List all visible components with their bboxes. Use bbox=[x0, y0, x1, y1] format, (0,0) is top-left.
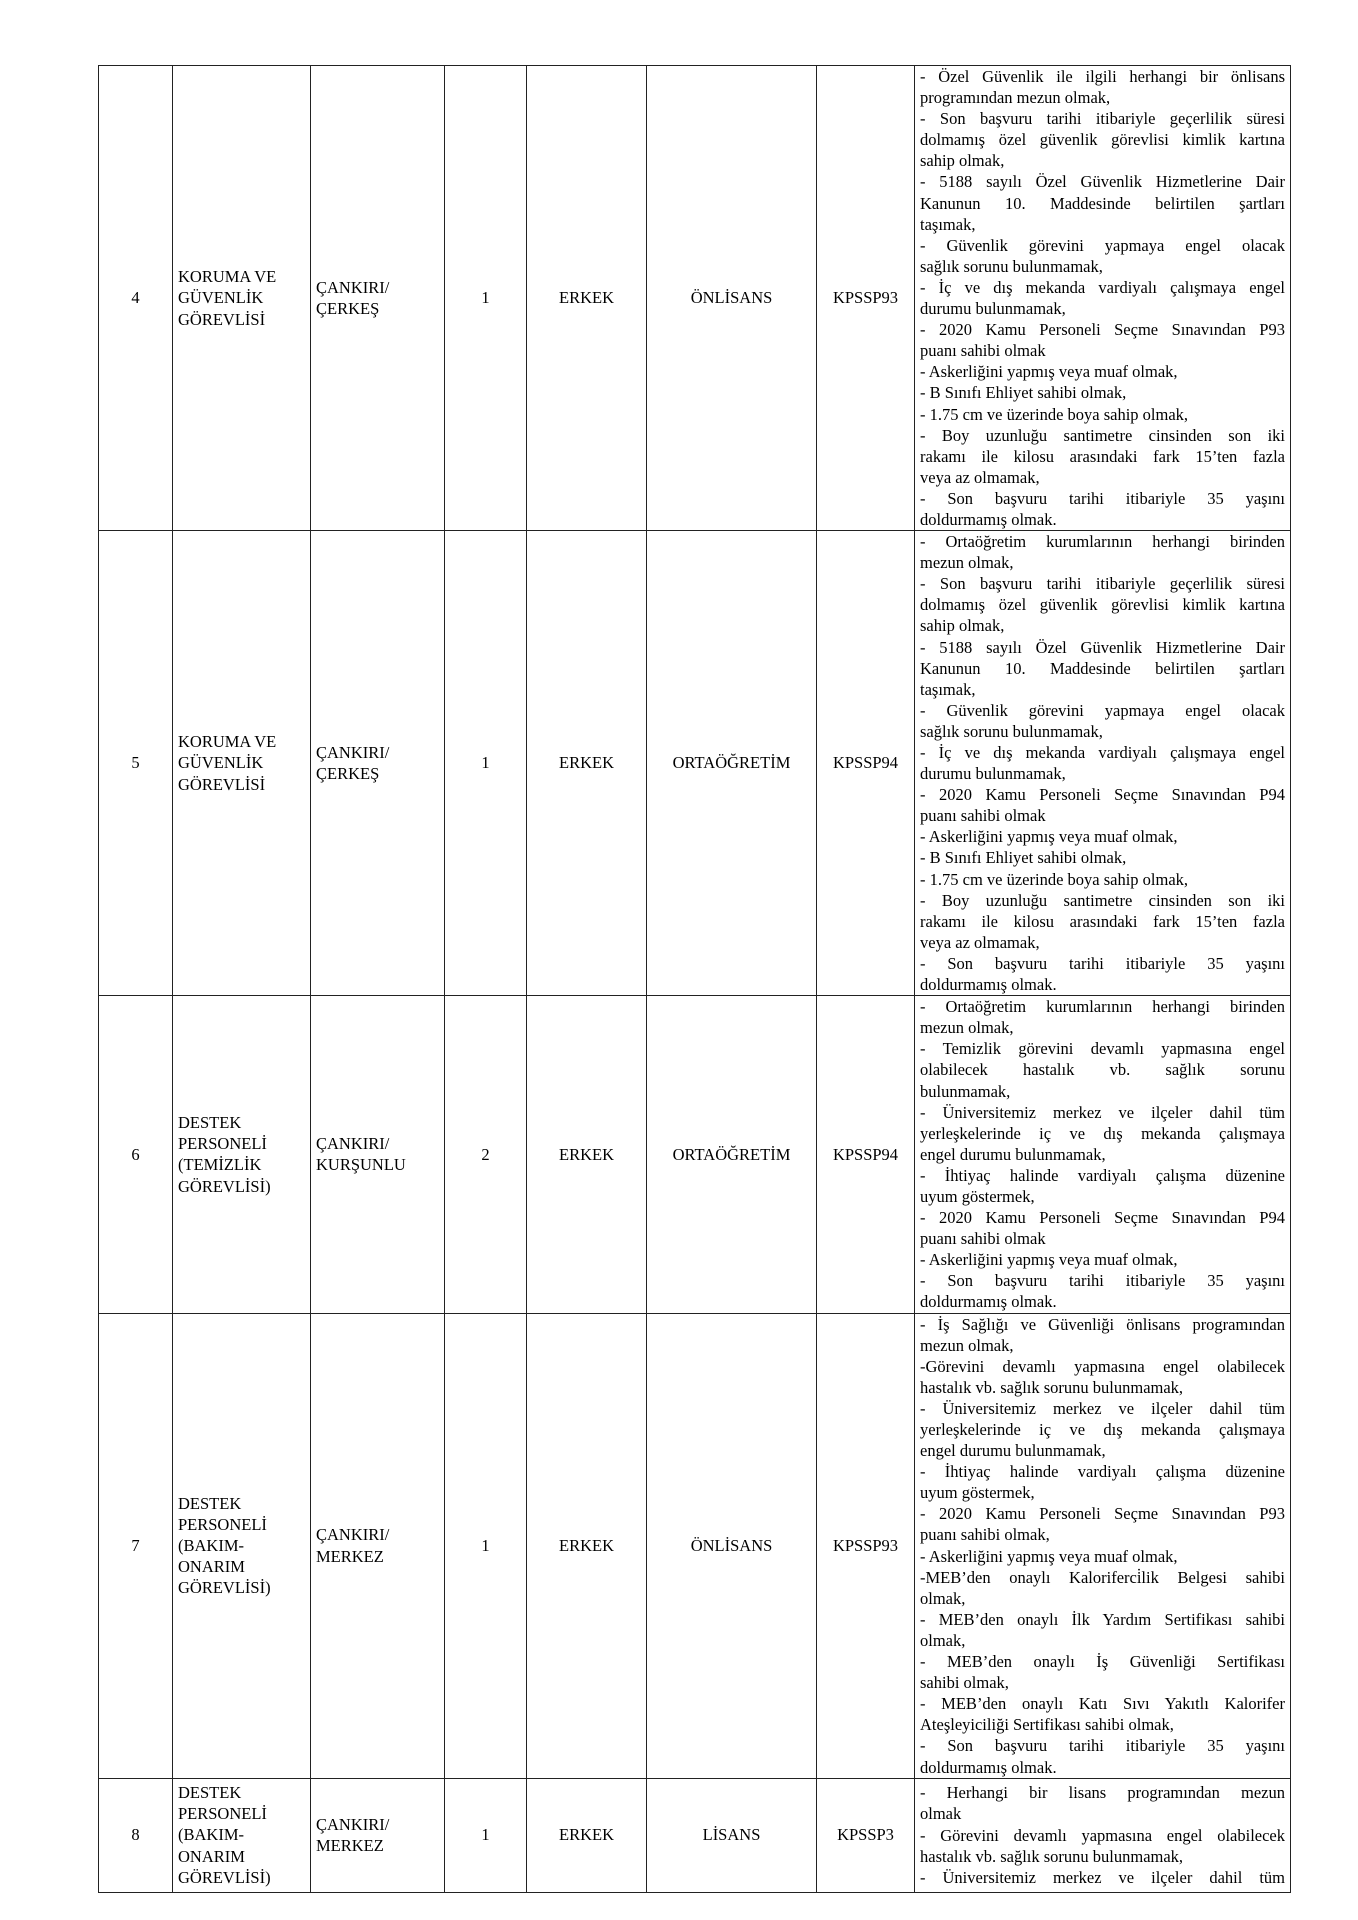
requirement-line: veya az olmamak, bbox=[920, 932, 1040, 952]
position-count bbox=[445, 996, 527, 1313]
requirement-line: - Üniversitemiz merkez ve ilçeler dahil tüm bbox=[920, 1102, 1285, 1122]
kpss-score-type bbox=[817, 996, 915, 1313]
requirements bbox=[915, 531, 1291, 996]
requirement-line: olmak bbox=[920, 1804, 962, 1824]
requirement-line: - B Sınıfı Ehliyet sahibi olmak, bbox=[920, 848, 1127, 868]
position-title-line: PERSONELİ bbox=[178, 1514, 267, 1534]
position-title-line: KORUMA VE bbox=[178, 732, 277, 752]
requirement-line: doldurmamış olmak. bbox=[920, 1757, 1057, 1777]
location-line: ÇERKEŞ bbox=[316, 299, 380, 319]
position-title bbox=[173, 996, 311, 1313]
location-line: ÇANKIRI/ bbox=[316, 1134, 390, 1154]
position-count-text: 1 bbox=[481, 1825, 490, 1845]
requirement-line: - 5188 sayılı Özel Güvenlik Hizmetlerine Dair bbox=[920, 172, 1285, 192]
requirement-line: - Son başvuru tarihi itibariyle 35 yaşını bbox=[920, 953, 1285, 973]
requirement-line: - İş Sağlığı ve Güvenliği önlisans programından bbox=[920, 1314, 1285, 1334]
requirement-line: sahibi olmak, bbox=[920, 1673, 1009, 1693]
row-number bbox=[99, 1778, 173, 1892]
location bbox=[311, 1313, 445, 1778]
education-text: ORTAÖĞRETİM bbox=[672, 753, 791, 773]
requirement-line: Ateşleyiciliği Sertifikası sahibi olmak, bbox=[920, 1715, 1174, 1735]
education-level bbox=[647, 1313, 817, 1778]
requirements bbox=[915, 996, 1291, 1313]
position-title-line: PERSONELİ bbox=[178, 1134, 267, 1154]
table-row bbox=[99, 531, 1291, 996]
requirement-line: - İç ve dış mekanda vardiyalı çalışmaya engel bbox=[920, 743, 1285, 762]
requirement-line: mezun olmak, bbox=[920, 1018, 1014, 1038]
requirement-line: - MEB’den onaylı Katı Sıvı Yakıtlı Kalorifer bbox=[920, 1694, 1285, 1714]
gender-text: ERKEK bbox=[559, 1535, 614, 1555]
requirement-line: - Ortaöğretim kurumlarının herhangi birinden bbox=[920, 997, 1285, 1017]
requirement-line: - B Sınıfı Ehliyet sahibi olmak, bbox=[920, 383, 1127, 403]
position-title-line: PERSONELİ bbox=[178, 1804, 267, 1824]
requirement-line: - Boy uzunluğu santimetre cinsinden son iki bbox=[920, 425, 1285, 445]
requirement-line: programından mezun olmak, bbox=[920, 88, 1111, 108]
requirement-line: - Askerliğini yapmış veya muaf olmak, bbox=[920, 1250, 1178, 1270]
requirements bbox=[915, 1778, 1291, 1892]
row-number bbox=[99, 1313, 173, 1778]
position-title-line: GÜVENLİK bbox=[178, 753, 264, 773]
row-number-text: 6 bbox=[131, 1144, 140, 1164]
requirement-line: - Ortaöğretim kurumlarının herhangi birinden bbox=[920, 532, 1285, 552]
requirement-line: puanı sahibi olmak bbox=[920, 806, 1046, 826]
requirements bbox=[915, 66, 1291, 531]
location-line: ÇANKIRI/ bbox=[316, 1814, 390, 1834]
location-line: ÇANKIRI/ bbox=[316, 742, 390, 762]
position-title-line: GÜVENLİK bbox=[178, 288, 264, 308]
education-level bbox=[647, 1778, 817, 1892]
location bbox=[311, 531, 445, 996]
requirement-line: yerleşkelerinde iç ve dış mekanda çalışmaya bbox=[920, 1420, 1285, 1439]
row-number-text: 4 bbox=[131, 288, 140, 308]
requirement-line: engel durumu bulunmamak, bbox=[920, 1144, 1106, 1164]
kpss-text: KPSSP94 bbox=[832, 753, 899, 773]
kpss-text: KPSSP94 bbox=[832, 1144, 899, 1164]
table-row bbox=[99, 66, 1291, 531]
location-line: MERKEZ bbox=[316, 1546, 384, 1566]
row-number-text: 7 bbox=[131, 1535, 140, 1555]
requirement-line: - Özel Güvenlik ile ilgili herhangi bir önlisans bbox=[920, 67, 1285, 86]
location bbox=[311, 996, 445, 1313]
position-title-line: DESTEK bbox=[178, 1493, 242, 1513]
requirement-line: - Herhangi bir lisans programından mezun bbox=[920, 1783, 1285, 1803]
requirement-line: - MEB’den onaylı İş Güvenliği Sertifikası bbox=[920, 1652, 1285, 1672]
gender bbox=[527, 1778, 647, 1892]
row-number-text: 5 bbox=[131, 753, 140, 773]
location-line: ÇANKIRI/ bbox=[316, 277, 390, 297]
education-level bbox=[647, 531, 817, 996]
requirement-line: -MEB’den onaylı Kaloriferci̇lik Belgesi sahibi bbox=[920, 1567, 1285, 1587]
requirement-line: durumu bulunmamak, bbox=[920, 764, 1066, 784]
position-count-text: 1 bbox=[481, 753, 490, 773]
location bbox=[311, 1778, 445, 1892]
requirement-line: doldurmamış olmak. bbox=[920, 509, 1057, 529]
requirement-line: - Görevini devamlı yapmasına engel olabilecek bbox=[920, 1825, 1285, 1845]
position-title-line: GÖREVLİSİ) bbox=[178, 1867, 271, 1887]
requirement-line: doldurmamış olmak. bbox=[920, 1292, 1057, 1312]
requirement-line: taşımak, bbox=[920, 214, 976, 234]
position-title-line: (BAKIM- bbox=[178, 1535, 244, 1555]
row-number-text: 8 bbox=[131, 1825, 140, 1845]
position-title-line: KORUMA VE bbox=[178, 267, 277, 287]
gender-text: ERKEK bbox=[559, 753, 614, 773]
position-count-text: 2 bbox=[481, 1144, 490, 1164]
position-title-line: GÖREVLİSİ) bbox=[178, 1578, 271, 1598]
position-count bbox=[445, 1778, 527, 1892]
requirement-line: - İhtiyaç halinde vardiyalı çalışma düzenine bbox=[920, 1462, 1285, 1482]
kpss-text: KPSSP93 bbox=[832, 1535, 899, 1555]
requirement-line: - 1.75 cm ve üzerinde boya sahip olmak, bbox=[920, 404, 1189, 424]
position-title-line: DESTEK bbox=[178, 1112, 242, 1132]
table-row bbox=[99, 1778, 1291, 1892]
gender bbox=[527, 531, 647, 996]
requirement-line: olabilecek hastalık vb. sağlık sorunu bbox=[920, 1060, 1285, 1080]
position-title-line: (BAKIM- bbox=[178, 1825, 244, 1845]
requirement-line: mezun olmak, bbox=[920, 1335, 1014, 1355]
position-count bbox=[445, 1313, 527, 1778]
requirement-line: - Güvenlik görevini yapmaya engel olacak bbox=[920, 235, 1285, 255]
gender bbox=[527, 1313, 647, 1778]
requirement-line: - Askerliğini yapmış veya muaf olmak, bbox=[920, 362, 1178, 382]
requirement-line: hastalık vb. sağlık sorunu bulunmamak, bbox=[920, 1377, 1184, 1397]
requirement-line: - Temizlik görevini devamlı yapmasına engel bbox=[920, 1039, 1285, 1059]
gender-text: ERKEK bbox=[559, 288, 614, 308]
requirement-line: - 2020 Kamu Personeli Seçme Sınavından P93 bbox=[920, 1504, 1285, 1524]
position-title-line: ONARIM bbox=[178, 1557, 245, 1577]
position-count bbox=[445, 66, 527, 531]
requirement-line: uyum göstermek, bbox=[920, 1186, 1035, 1206]
requirement-line: durumu bulunmamak, bbox=[920, 299, 1066, 319]
table-row bbox=[99, 1313, 1291, 1778]
education-text: ÖNLİSANS bbox=[690, 288, 773, 308]
kpss-score-type bbox=[817, 531, 915, 996]
requirement-line: - Üniversitemiz merkez ve ilçeler dahil tüm bbox=[920, 1398, 1285, 1418]
requirement-line: doldurmamış olmak. bbox=[920, 975, 1057, 995]
requirement-line: - 2020 Kamu Personeli Seçme Sınavından P94 bbox=[920, 1208, 1285, 1228]
row-number bbox=[99, 531, 173, 996]
requirement-line: olmak, bbox=[920, 1588, 966, 1608]
requirement-line: - Üniversitemiz merkez ve ilçeler dahil tüm bbox=[920, 1867, 1285, 1887]
requirement-line: rakamı ile kilosu arasındaki fark 15’ten fazla bbox=[920, 911, 1285, 931]
requirement-line: mezun olmak, bbox=[920, 553, 1014, 573]
position-title-line: GÖREVLİSİ bbox=[178, 774, 266, 794]
position-title bbox=[173, 531, 311, 996]
position-title bbox=[173, 1778, 311, 1892]
requirement-line: puanı sahibi olmak bbox=[920, 1229, 1046, 1249]
education-level bbox=[647, 996, 817, 1313]
kpss-text: KPSSP93 bbox=[832, 288, 899, 308]
education-text: ÖNLİSANS bbox=[690, 1535, 773, 1555]
position-title-line: DESTEK bbox=[178, 1783, 242, 1803]
job-positions-table bbox=[98, 65, 1291, 1893]
requirement-line: - İç ve dış mekanda vardiyalı çalışmaya engel bbox=[920, 277, 1285, 297]
requirement-line: - Boy uzunluğu santimetre cinsinden son iki bbox=[920, 890, 1285, 910]
requirement-line: - Son başvuru tarihi itibariyle 35 yaşını bbox=[920, 1736, 1285, 1756]
requirement-line: rakamı ile kilosu arasındaki fark 15’ten fazla bbox=[920, 446, 1285, 466]
education-level bbox=[647, 66, 817, 531]
requirement-line: - 2020 Kamu Personeli Seçme Sınavından P94 bbox=[920, 785, 1285, 805]
requirement-line: veya az olmamak, bbox=[920, 467, 1040, 487]
requirement-line: taşımak, bbox=[920, 679, 976, 699]
gender bbox=[527, 996, 647, 1313]
gender-text: ERKEK bbox=[559, 1825, 614, 1845]
requirements bbox=[915, 1313, 1291, 1778]
requirement-line: - Son başvuru tarihi itibariyle geçerlilik süresi bbox=[920, 574, 1285, 594]
kpss-score-type bbox=[817, 66, 915, 531]
location-line: ÇANKIRI/ bbox=[316, 1525, 390, 1545]
requirement-line: olmak, bbox=[920, 1630, 966, 1650]
position-title bbox=[173, 66, 311, 531]
requirement-line: - Askerliğini yapmış veya muaf olmak, bbox=[920, 827, 1178, 847]
requirement-line: Kanunun 10. Maddesinde belirtilen şartları bbox=[920, 193, 1285, 213]
requirement-line: - İhtiyaç halinde vardiyalı çalışma düzenine bbox=[920, 1165, 1285, 1185]
table-body bbox=[99, 66, 1291, 1893]
requirement-line: engel durumu bulunmamak, bbox=[920, 1441, 1106, 1461]
gender bbox=[527, 66, 647, 531]
requirement-line: dolmamış özel güvenlik görevlisi kimlik kartına bbox=[920, 130, 1285, 150]
requirement-line: - Son başvuru tarihi itibariyle 35 yaşını bbox=[920, 488, 1285, 508]
requirement-line: - 5188 sayılı Özel Güvenlik Hizmetlerine Dair bbox=[920, 637, 1285, 657]
location bbox=[311, 66, 445, 531]
requirement-line: sahip olmak, bbox=[920, 616, 1005, 636]
location-line: KURŞUNLU bbox=[316, 1155, 406, 1175]
requirement-line: puanı sahibi olmak bbox=[920, 341, 1046, 361]
gender-text: ERKEK bbox=[559, 1144, 614, 1164]
requirement-line: - Son başvuru tarihi itibariyle 35 yaşını bbox=[920, 1271, 1285, 1291]
requirement-line: hastalık vb. sağlık sorunu bulunmamak, bbox=[920, 1846, 1184, 1866]
requirement-line: - 2020 Kamu Personeli Seçme Sınavından P93 bbox=[920, 320, 1285, 340]
kpss-score-type bbox=[817, 1778, 915, 1892]
position-count-text: 1 bbox=[481, 1535, 490, 1555]
position-count-text: 1 bbox=[481, 288, 490, 308]
requirement-line: yerleşkelerinde iç ve dış mekanda çalışmaya bbox=[920, 1123, 1285, 1143]
requirement-line: - Güvenlik görevini yapmaya engel olacak bbox=[920, 700, 1285, 720]
position-title-line: GÖREVLİSİ) bbox=[178, 1176, 271, 1196]
row-number bbox=[99, 66, 173, 531]
requirement-line: - Son başvuru tarihi itibariyle geçerlilik süresi bbox=[920, 109, 1285, 129]
requirement-line: sağlık sorunu bulunmamak, bbox=[920, 721, 1103, 741]
requirement-line: - Askerliğini yapmış veya muaf olmak, bbox=[920, 1546, 1178, 1566]
requirement-line: - 1.75 cm ve üzerinde boya sahip olmak, bbox=[920, 869, 1189, 889]
position-title-line: (TEMİZLİK bbox=[178, 1155, 262, 1175]
table-row bbox=[99, 996, 1291, 1313]
requirement-line: dolmamış özel güvenlik görevlisi kimlik kartına bbox=[920, 595, 1285, 615]
kpss-score-type bbox=[817, 1313, 915, 1778]
requirement-line: sağlık sorunu bulunmamak, bbox=[920, 256, 1103, 276]
requirement-line: uyum göstermek, bbox=[920, 1483, 1035, 1503]
kpss-text: KPSSP3 bbox=[837, 1825, 894, 1845]
requirement-line: sahip olmak, bbox=[920, 151, 1005, 171]
requirement-line: Kanunun 10. Maddesinde belirtilen şartları bbox=[920, 658, 1285, 678]
education-text: ORTAÖĞRETİM bbox=[672, 1144, 791, 1164]
row-number bbox=[99, 996, 173, 1313]
education-text: LİSANS bbox=[702, 1825, 761, 1845]
position-count bbox=[445, 531, 527, 996]
requirement-line: bulunmamak, bbox=[920, 1081, 1011, 1101]
requirement-line: puanı sahibi olmak, bbox=[920, 1525, 1050, 1545]
position-title-line: GÖREVLİSİ bbox=[178, 309, 266, 329]
location-line: MERKEZ bbox=[316, 1836, 384, 1856]
location-line: ÇERKEŞ bbox=[316, 764, 380, 784]
requirement-line: - MEB’den onaylı İlk Yardım Sertifikası sahibi bbox=[920, 1609, 1285, 1629]
requirement-line: -Görevini devamlı yapmasına engel olabilecek bbox=[920, 1356, 1285, 1376]
position-title bbox=[173, 1313, 311, 1778]
position-title-line: ONARIM bbox=[178, 1846, 245, 1866]
